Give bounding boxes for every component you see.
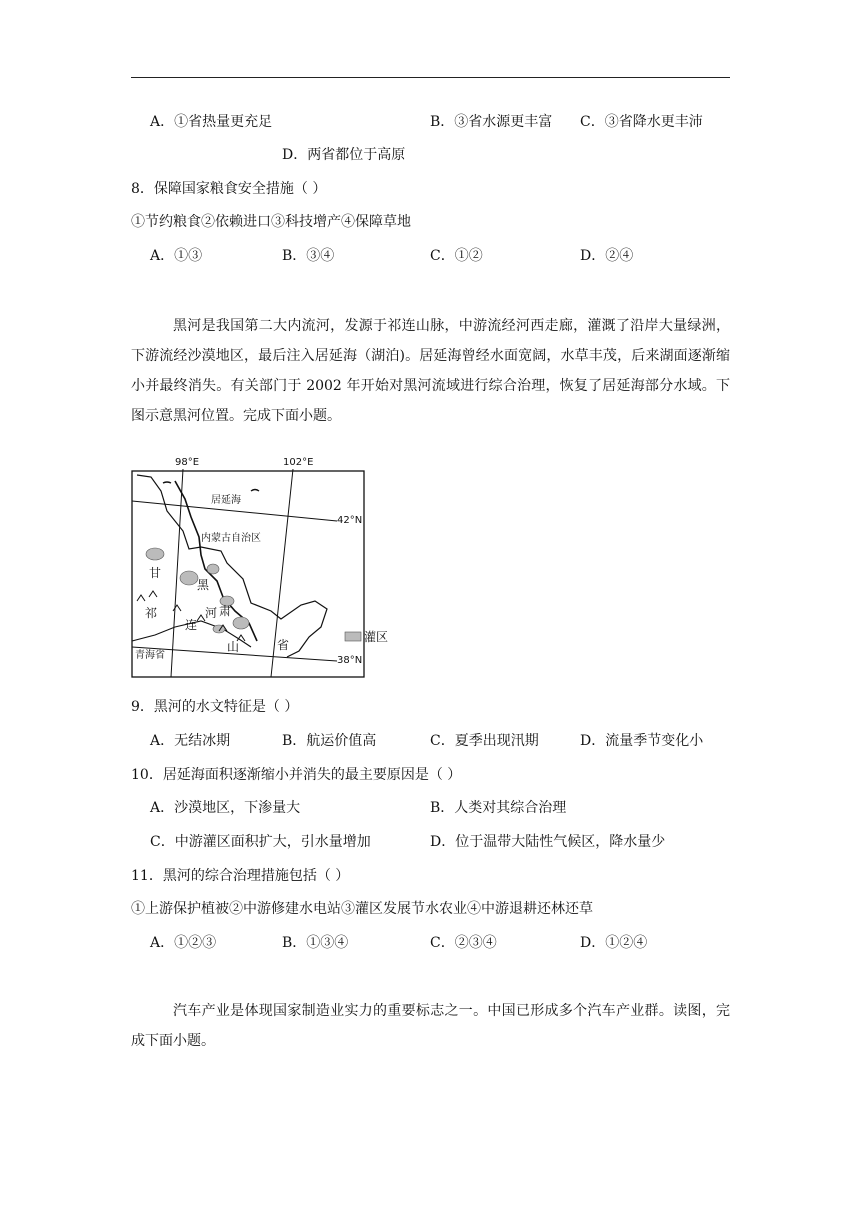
q9-stem: 9．黑河的水文特征是（ ） — [131, 699, 299, 715]
label-inner-mongolia: 内蒙古自治区 — [201, 533, 261, 544]
q10-option-c: C．中游灌区面积扩大，引水量增加 — [150, 834, 371, 850]
label-qinghai: 青海省 — [135, 650, 165, 661]
q9-option-c: C．夏季出现汛期 — [430, 733, 539, 749]
label-gan: 甘 — [149, 566, 162, 580]
label-lon-102: 102°E — [283, 457, 314, 468]
label-lat-38: 38°N — [337, 655, 363, 666]
label-su: 肃 — [219, 604, 232, 618]
q7-option-d: D．两省都位于高原 — [282, 147, 406, 163]
q10-option-d: D．位于温带大陆性气候区，降水量少 — [430, 834, 666, 850]
label-lon-98: 98°E — [175, 457, 200, 468]
q7-option-c: C．③省降水更丰沛 — [580, 114, 703, 130]
q7-option-b: B．③省水源更丰富 — [430, 114, 553, 130]
q8-items: ①节约粮食②依赖进口③科技增产④保障草地 — [131, 214, 411, 230]
label-lat-42: 42°N — [337, 515, 363, 526]
label-juyanhai: 居延海 — [211, 495, 241, 506]
header-rule — [131, 77, 730, 78]
legend-irrigation-swatch — [345, 632, 361, 641]
label-hei: 黑 — [197, 578, 210, 592]
q11-option-c: C．②③④ — [430, 935, 497, 951]
passage-heihe: 黑河是我国第二大内流河，发源于祁连山脉，中游流经河西走廊，灌溉了沿岸大量绿洲，下游流经沙漠地区，最后注入居延海（湖泊)。居延海曾经水面宽阔，水草丰茂，后来湖面逐渐缩小并最终消失。有关部门于 2002 年开始对黑河流域进行综合治理，恢复了居延海部分水域。下图示意黑河位置。完成下面小题。 — [131, 318, 730, 424]
label-qi: 祁 — [145, 606, 158, 620]
q8-option-a: A．①③ — [150, 248, 203, 264]
heihe-location-map — [131, 451, 369, 681]
q9-option-a: A．无结冰期 — [150, 733, 231, 749]
q9-option-b: B．航运价值高 — [282, 733, 377, 749]
q11-items: ①上游保护植被②中游修建水电站③灌区发展节水农业④中游退耕还林还草 — [131, 901, 593, 917]
q11-option-a: A．①②③ — [150, 935, 217, 951]
label-lian: 连 — [185, 618, 198, 632]
map-frame — [132, 471, 364, 677]
q8-option-c: C．①② — [430, 248, 483, 264]
legend-irrigation-label: 灌区 — [364, 630, 389, 644]
q8-stem: 8．保障国家粮食安全措施（ ） — [131, 181, 327, 197]
label-he: 河 — [205, 606, 218, 620]
q10-option-a: A．沙漠地区，下渗量大 — [150, 800, 301, 816]
q10-stem: 10．居延海面积逐渐缩小并消失的最主要原因是（ ） — [131, 767, 462, 783]
q9-option-d: D．流量季节变化小 — [580, 733, 704, 749]
q7-option-a: A．①省热量更充足 — [150, 114, 273, 130]
q11-stem: 11．黑河的综合治理措施包括（ ） — [131, 868, 350, 884]
q8-option-b: B．③④ — [282, 248, 335, 264]
label-sheng: 省 — [277, 638, 290, 652]
q11-option-d: D．①②④ — [580, 935, 648, 951]
q10-option-b: B．人类对其综合治理 — [430, 800, 567, 816]
label-shan: 山 — [227, 640, 240, 654]
q11-option-b: B．①③④ — [282, 935, 349, 951]
passage-auto-industry: 汽车产业是体现国家制造业实力的重要标志之一。中国已形成多个汽车产业群。读图，完成下面小题。 — [131, 1003, 730, 1049]
q8-option-d: D．②④ — [580, 248, 634, 264]
